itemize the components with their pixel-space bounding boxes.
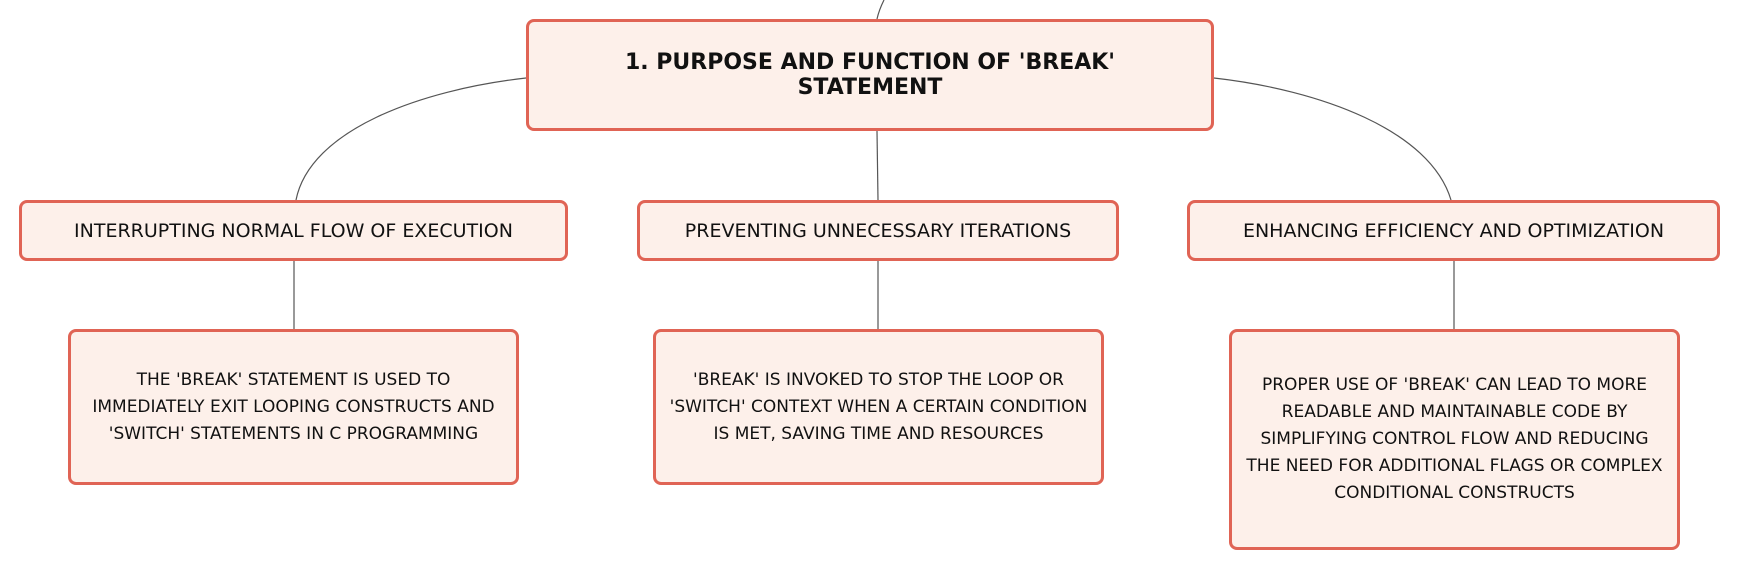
connector-root-to-branch-1 — [296, 78, 526, 200]
branch-node-label: INTERRUPTING NORMAL FLOW OF EXECUTION — [74, 219, 513, 242]
leaf-node-text: PROPER USE OF 'BREAK' CAN LEAD TO MORE READABLE AND MAINTAINABLE CODE BY SIMPLIFYING CONTROL FLOW AND REDUCING THE NEED FOR ADDITIONAL FLAGS OR COMPLEX CONDITIONAL CONSTRUCTS — [1246, 375, 1663, 503]
branch-node-preventing-iterations[interactable] — [637, 200, 1119, 261]
branch-node-label: PREVENTING UNNECESSARY ITERATIONS — [684, 219, 1072, 242]
root-node[interactable] — [526, 19, 1214, 131]
leaf-node-interrupting-flow-detail[interactable] — [68, 329, 519, 485]
branch-node-interrupting-flow[interactable] — [19, 200, 568, 261]
root-node-label: 1. PURPOSE AND FUNCTION OF 'BREAK' STATEMENT — [624, 50, 1116, 100]
leaf-node-enhancing-efficiency-detail[interactable] — [1229, 329, 1680, 550]
leaf-node-text: 'BREAK' IS INVOKED TO STOP THE LOOP OR 'SWITCH' CONTEXT WHEN A CERTAIN CONDITION IS MET, SAVING TIME AND RESOURCES — [669, 369, 1088, 444]
branch-node-label: ENHANCING EFFICIENCY AND OPTIMIZATION — [1242, 219, 1665, 242]
connector-parent-to-root — [877, 0, 884, 19]
connector-root-to-branch-3 — [1214, 78, 1451, 200]
leaf-node-text: THE 'BREAK' STATEMENT IS USED TO IMMEDIATELY EXIT LOOPING CONSTRUCTS AND 'SWITCH' STATEMENTS IN C PROGRAMMING — [92, 369, 495, 444]
branch-node-enhancing-efficiency[interactable] — [1187, 200, 1720, 261]
connector-root-to-branch-2 — [877, 131, 878, 200]
leaf-node-preventing-iterations-detail[interactable] — [653, 329, 1104, 485]
